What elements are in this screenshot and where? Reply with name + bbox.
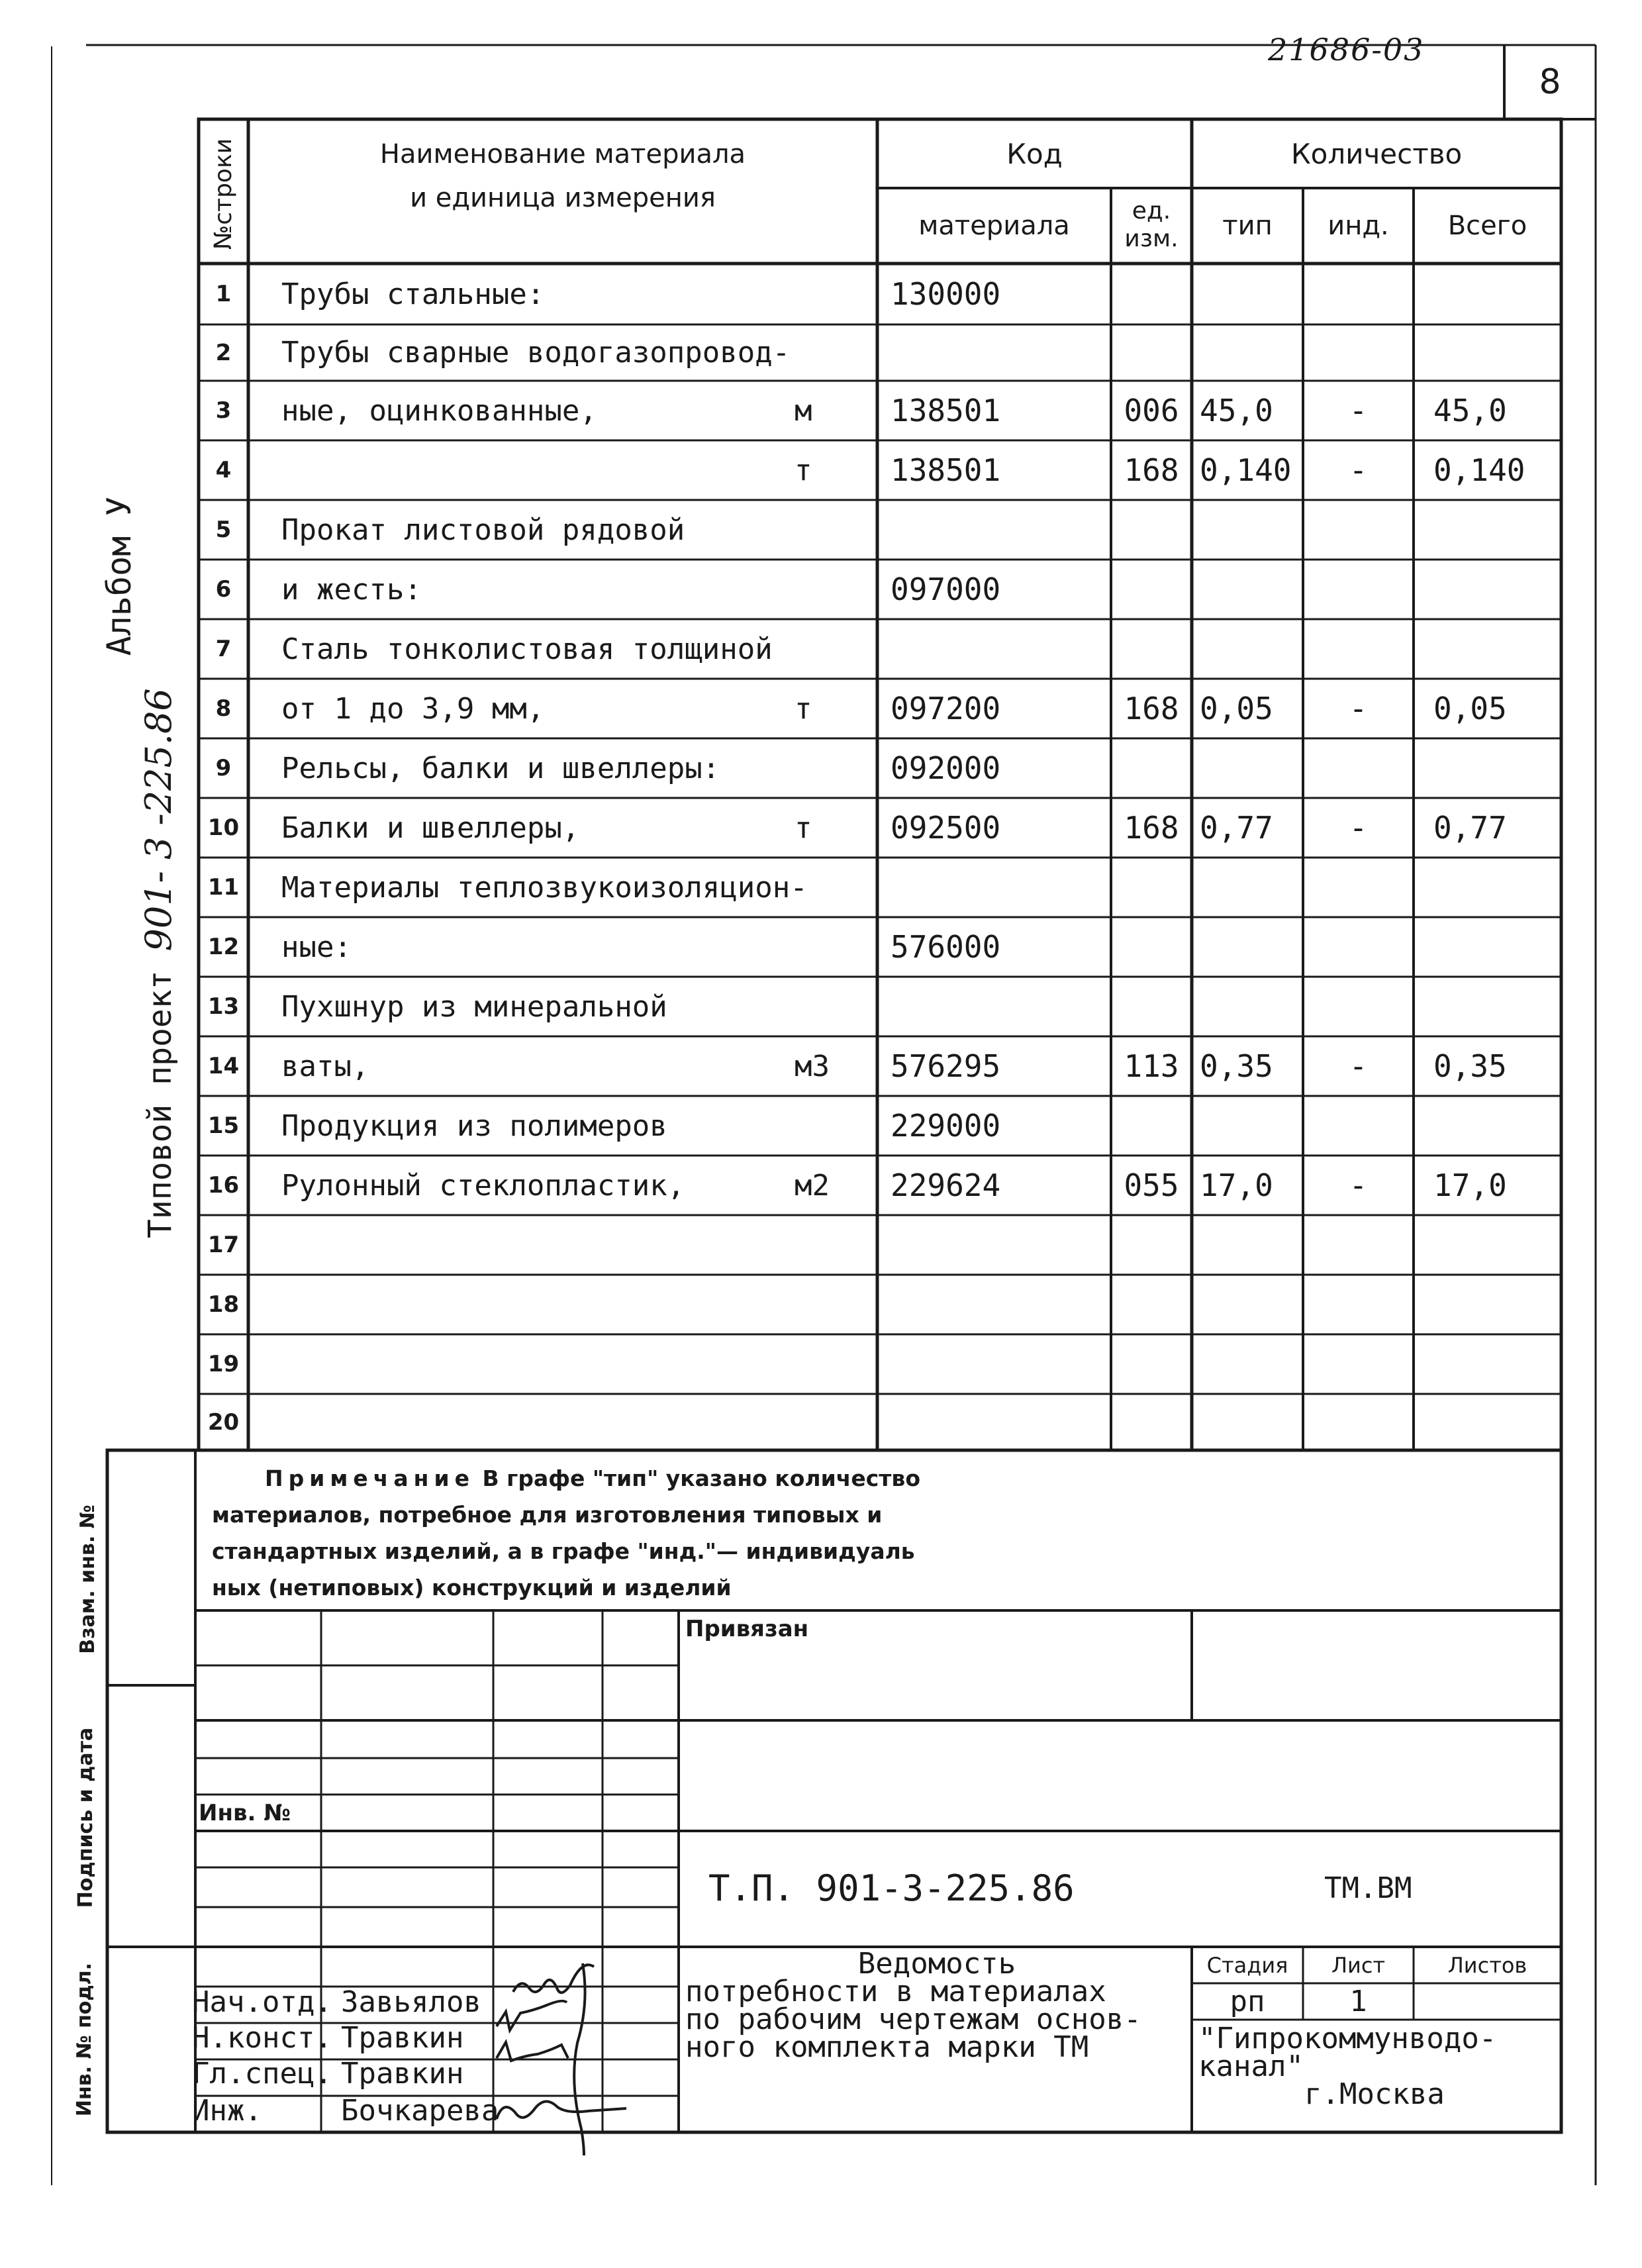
row-unit-code: 168: [1124, 452, 1179, 488]
row-code: 138501: [891, 393, 1001, 428]
row-unit-code: [1111, 858, 1192, 917]
row-ind: [1303, 917, 1414, 977]
row-unit-code: 168: [1124, 691, 1179, 726]
podpis-data-label: Подпись и дата: [74, 1727, 97, 1908]
row-number: 11: [207, 874, 240, 901]
sheets-label: Листов: [1447, 1952, 1527, 1978]
doc-title-line3: по рабочим чертежам основ-: [685, 2002, 1141, 2036]
row-name: Прокат листовой рядовой: [281, 513, 685, 547]
signer-4: [192, 2094, 499, 2128]
row-ind: -: [1349, 452, 1368, 488]
row-name: Сталь тонколистовая толщиной: [281, 632, 773, 666]
row-typ: 0,05: [1200, 691, 1273, 726]
row-typ: 0,35: [1200, 1048, 1273, 1084]
row-unit-code: [1111, 738, 1192, 798]
row-name: Трубы стальные:: [281, 277, 545, 311]
row-total: 0,77: [1433, 810, 1507, 846]
row-total: 0,140: [1433, 452, 1525, 488]
inv-podl-label: Инв. № подл.: [73, 1962, 96, 2117]
note-line-2: материалов, потребное для изготовления типовых и: [212, 1502, 883, 1528]
row-ind: -: [1349, 393, 1368, 428]
col-header-typ: тип: [1222, 211, 1273, 241]
row-number: 20: [207, 1408, 240, 1436]
row-ind: [1303, 1096, 1414, 1156]
signer-1: [192, 1985, 481, 2019]
col-header-quantity: Количество: [1290, 137, 1463, 170]
col-header-name: [248, 132, 877, 220]
signer-name: Завьялов: [341, 1985, 481, 2019]
row-code: 138501: [891, 452, 1001, 488]
stage-label: Стадия: [1206, 1952, 1288, 1978]
row-ind: [1303, 560, 1414, 619]
row-typ: 45,0: [1200, 393, 1273, 428]
org-line1: "Гипрокоммунводо-: [1198, 2022, 1497, 2055]
row-name: Трубы сварные водогазопровод-: [281, 336, 791, 370]
row-unit-code: [1111, 1275, 1192, 1334]
row-number: 19: [207, 1351, 240, 1377]
row-name: ваты,: [281, 1049, 369, 1083]
sheet-number: 8: [1539, 62, 1561, 102]
privyazan-label: Привязан: [685, 1616, 809, 1642]
row-ind: [1303, 1394, 1414, 1450]
note-line-3: стандартных изделий, а в графе "инд."— индивидуаль: [212, 1538, 915, 1564]
row-unit-code: 113: [1124, 1048, 1179, 1084]
note-title: Примечание: [265, 1465, 475, 1491]
row-number: 2: [215, 339, 232, 366]
signer-role: Инж.: [192, 2094, 262, 2128]
col-header-unit-line2: изм.: [1124, 225, 1179, 252]
row-number: 17: [207, 1232, 240, 1258]
row-unit-code: 168: [1124, 810, 1179, 846]
inv-no-label: Инв. №: [199, 1800, 291, 1826]
col-header-total: Всего: [1447, 211, 1527, 241]
row-name: и жесть:: [281, 572, 422, 607]
row-unit-code: 006: [1124, 393, 1179, 428]
row-name: Пухшнур из минеральной: [281, 989, 667, 1024]
org-line3: г.Москва: [1304, 2077, 1445, 2111]
row-number: 7: [215, 636, 232, 662]
row-number: 3: [215, 397, 232, 424]
row-total: 0,05: [1433, 691, 1507, 726]
row-name: Рулонный стеклопластик,: [281, 1168, 685, 1203]
row-number: 15: [207, 1112, 240, 1139]
row-unit: т: [795, 811, 812, 845]
row-total: 17,0: [1433, 1167, 1507, 1203]
col-header-row-no: №строки: [210, 138, 237, 250]
signer-3: [192, 2057, 463, 2091]
row-number: 9: [215, 755, 232, 781]
signer-role: Н.конст.: [192, 2021, 332, 2055]
signer-name: Травкин: [341, 2021, 464, 2055]
row-unit: т: [795, 691, 812, 726]
row-unit-code: [1111, 324, 1192, 381]
doc-code: Т.П. 901-3-225.86: [708, 1867, 1075, 1909]
row-unit-code: [1111, 264, 1192, 324]
row-unit: т: [795, 453, 812, 487]
row-ind: -: [1349, 1167, 1368, 1203]
row-number: 13: [207, 993, 240, 1020]
doc-title-line2: потребности в материалах: [685, 1975, 1106, 2008]
org-line2: канал": [1198, 2049, 1304, 2083]
row-total: 0,35: [1433, 1048, 1507, 1084]
row-code: 576295: [891, 1048, 1001, 1084]
row-ind: -: [1349, 1048, 1368, 1084]
doc-mark: ТМ.ВМ: [1324, 1871, 1412, 1905]
row-code: 097200: [891, 691, 1001, 726]
row-number: 8: [215, 695, 232, 722]
row-typ: 17,0: [1200, 1167, 1273, 1203]
stage-value: рп: [1230, 1985, 1265, 2018]
row-number: 4: [215, 457, 232, 483]
row-unit-code: [1111, 500, 1192, 560]
row-unit: м3: [795, 1049, 830, 1083]
row-name: Продукция из полимеров: [281, 1109, 667, 1143]
row-unit-code: [1111, 1394, 1192, 1450]
row-number: 12: [207, 934, 240, 960]
col-header-unit-line1: ед.: [1132, 197, 1171, 224]
row-unit: м2: [795, 1168, 830, 1203]
signer-role: Нач.отд.: [192, 1985, 332, 2019]
note-line-1: [212, 1460, 1205, 1497]
row-number: 6: [215, 576, 232, 603]
row-unit-code: [1111, 1215, 1192, 1275]
col-header-material: материала: [918, 211, 1070, 241]
row-unit: м: [795, 393, 812, 428]
row-total: 45,0: [1433, 393, 1507, 428]
row-unit-code: [1111, 977, 1192, 1036]
row-name: ные:: [281, 930, 352, 964]
row-unit-code: 055: [1124, 1167, 1179, 1203]
note-line1-text: В графе "тип" указано количество: [482, 1465, 920, 1491]
sheets-value: [1414, 1983, 1561, 2020]
project-label: [138, 688, 179, 1238]
row-typ: 0,77: [1200, 810, 1273, 846]
project-label-text: Типовой проект: [142, 970, 179, 1238]
note-line-4: ных (нетиповых) конструкций и изделий: [212, 1575, 732, 1601]
row-unit-code: [1111, 917, 1192, 977]
row-code: 092000: [891, 750, 1001, 786]
sheet-value: 1: [1349, 1985, 1367, 2018]
row-typ: 0,140: [1200, 452, 1292, 488]
signer-name: Травкин: [341, 2057, 464, 2091]
doc-title-line1: Ведомость: [857, 1947, 1016, 1981]
row-code: 229000: [891, 1108, 1001, 1144]
row-name: Балки и швеллеры,: [281, 811, 580, 845]
row-ind: -: [1349, 810, 1368, 846]
row-unit-code: [1111, 619, 1192, 679]
row-ind: -: [1349, 691, 1368, 726]
row-code: 130000: [891, 276, 1001, 312]
row-ind: [1303, 324, 1414, 381]
row-name: от 1 до 3,9 мм,: [281, 691, 545, 726]
row-ind: [1303, 1275, 1414, 1334]
sheet-label: Лист: [1331, 1952, 1386, 1978]
row-ind: [1303, 738, 1414, 798]
col-header-name-line1: Наименование материала: [379, 139, 746, 170]
row-number: 18: [207, 1291, 240, 1318]
row-ind: [1303, 1215, 1414, 1275]
document-number: 21686-03: [1268, 32, 1425, 68]
signer-role: Гл.спец.: [192, 2057, 332, 2091]
row-unit-code: [1111, 1096, 1192, 1156]
row-code: 576000: [891, 929, 1001, 965]
row-code: 092500: [891, 810, 1001, 846]
row-ind: [1303, 500, 1414, 560]
row-name: Рельсы, балки и швеллеры:: [281, 751, 720, 785]
project-code: 901- 3 -225.86: [138, 688, 179, 952]
doc-title-line4: ного комплекта марки ТМ: [685, 2030, 1089, 2064]
row-unit-code: [1111, 1334, 1192, 1394]
row-ind: [1303, 977, 1414, 1036]
col-header-ind: инд.: [1328, 211, 1389, 241]
doc-title: [685, 1947, 1188, 2064]
signer-2: [192, 2021, 463, 2055]
col-header-unit: [1111, 197, 1192, 253]
row-unit-code: [1111, 560, 1192, 619]
row-ind: [1303, 1334, 1414, 1394]
album-label: Альбом У: [100, 496, 138, 656]
col-header-code: Код: [1006, 137, 1063, 170]
row-name: ные, оцинкованные,: [281, 393, 597, 428]
row-number: 16: [207, 1172, 240, 1199]
row-code: 097000: [891, 571, 1001, 607]
row-name: Материалы теплозвукоизоляцион-: [281, 870, 808, 905]
signer-name: Бочкарева: [341, 2094, 499, 2128]
row-number: 14: [207, 1053, 240, 1079]
vzam-inv-label: Взам. инв. №: [76, 1504, 99, 1654]
row-number: 1: [215, 281, 232, 307]
col-header-name-line2: и единица измерения: [410, 183, 716, 213]
row-ind: [1303, 619, 1414, 679]
row-number: 10: [207, 814, 240, 841]
organization: [1198, 2022, 1561, 2111]
row-code: 229624: [891, 1167, 1001, 1203]
row-ind: [1303, 264, 1414, 324]
note-block: [212, 1460, 1205, 1606]
row-ind: [1303, 858, 1414, 917]
row-number: 5: [215, 517, 232, 543]
